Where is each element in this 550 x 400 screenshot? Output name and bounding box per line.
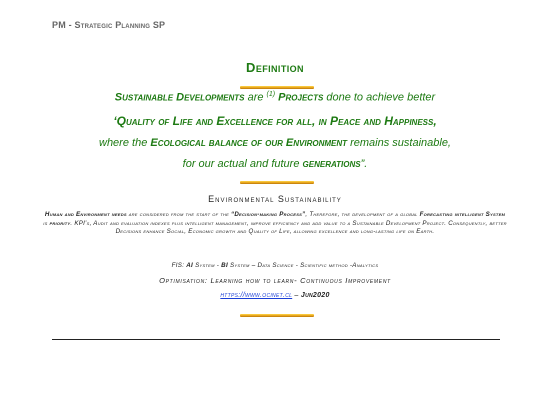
term-sustainable-developments: Sustainable Developments bbox=[114, 91, 245, 104]
text-segment: System - bbox=[193, 262, 222, 269]
sustainability-paragraph bbox=[42, 211, 508, 237]
term-priority: priority bbox=[49, 219, 71, 227]
term-ai: AI bbox=[186, 262, 194, 269]
text-segment: is bbox=[43, 219, 50, 227]
text-segment: are considered from the start of the bbox=[126, 211, 231, 218]
fis-line bbox=[0, 262, 550, 269]
link-line bbox=[0, 292, 550, 299]
term-decision-making-process: “Decision-making Process” bbox=[231, 211, 306, 218]
gold-divider bbox=[240, 86, 314, 89]
definition-line-3 bbox=[0, 137, 550, 149]
term-projects: Projects bbox=[278, 91, 324, 104]
website-link[interactable]: https://www.ocinet.cl bbox=[220, 292, 293, 299]
horizontal-rule bbox=[52, 339, 500, 340]
text-segment: FIS: bbox=[171, 262, 187, 269]
link-separator: – bbox=[292, 292, 301, 299]
text-segment: System – Data Science - Scientific method -Analytics bbox=[227, 262, 379, 269]
text-segment: for our actual and future bbox=[182, 158, 303, 170]
text-segment: remains sustainable, bbox=[347, 137, 451, 149]
optimisation-line: Optimisation: Learning how to learn- Continuous Improvement bbox=[159, 276, 391, 285]
text-segment: ”. bbox=[360, 158, 368, 170]
text-segment: where the bbox=[99, 137, 151, 149]
term-human-environment-needs: Human and Environment needs bbox=[44, 211, 127, 218]
definition-line-4 bbox=[0, 158, 550, 170]
term-generations: generations bbox=[302, 158, 361, 170]
page-title: Definition bbox=[246, 60, 304, 75]
date-label: Jun2020 bbox=[300, 292, 330, 299]
section-title: Environmental Sustainability bbox=[208, 194, 342, 204]
text-segment: done to achieve better bbox=[323, 91, 436, 104]
text-segment: . KPI’s, Audit and evaluation indexes plus intelligent management, improve efficiency and add value to a Sustainable Development Project. Consequently, better Decisions enhance Social, Economic growth and Quality of Life, allowing excellence and long-lasting life on Earth. bbox=[70, 219, 507, 236]
gold-divider bbox=[240, 314, 314, 317]
text-segment: are bbox=[244, 91, 267, 104]
term-ecological-balance: Ecological balance of our Environment bbox=[150, 137, 348, 149]
text-segment: , Therefore, the development of a global bbox=[305, 211, 420, 218]
definition-line-1 bbox=[0, 91, 550, 104]
document-header: PM - Strategic Planning SP bbox=[52, 20, 166, 30]
term-bi: BI bbox=[221, 262, 228, 269]
term-forecasting-system: Forecasting intelligent System bbox=[419, 211, 506, 218]
gold-divider bbox=[240, 181, 314, 184]
definition-line-2: ‘Quality of Life and Excellence for all, in Peace and Happiness, bbox=[113, 114, 437, 128]
footnote-mark: (1) bbox=[266, 91, 276, 98]
